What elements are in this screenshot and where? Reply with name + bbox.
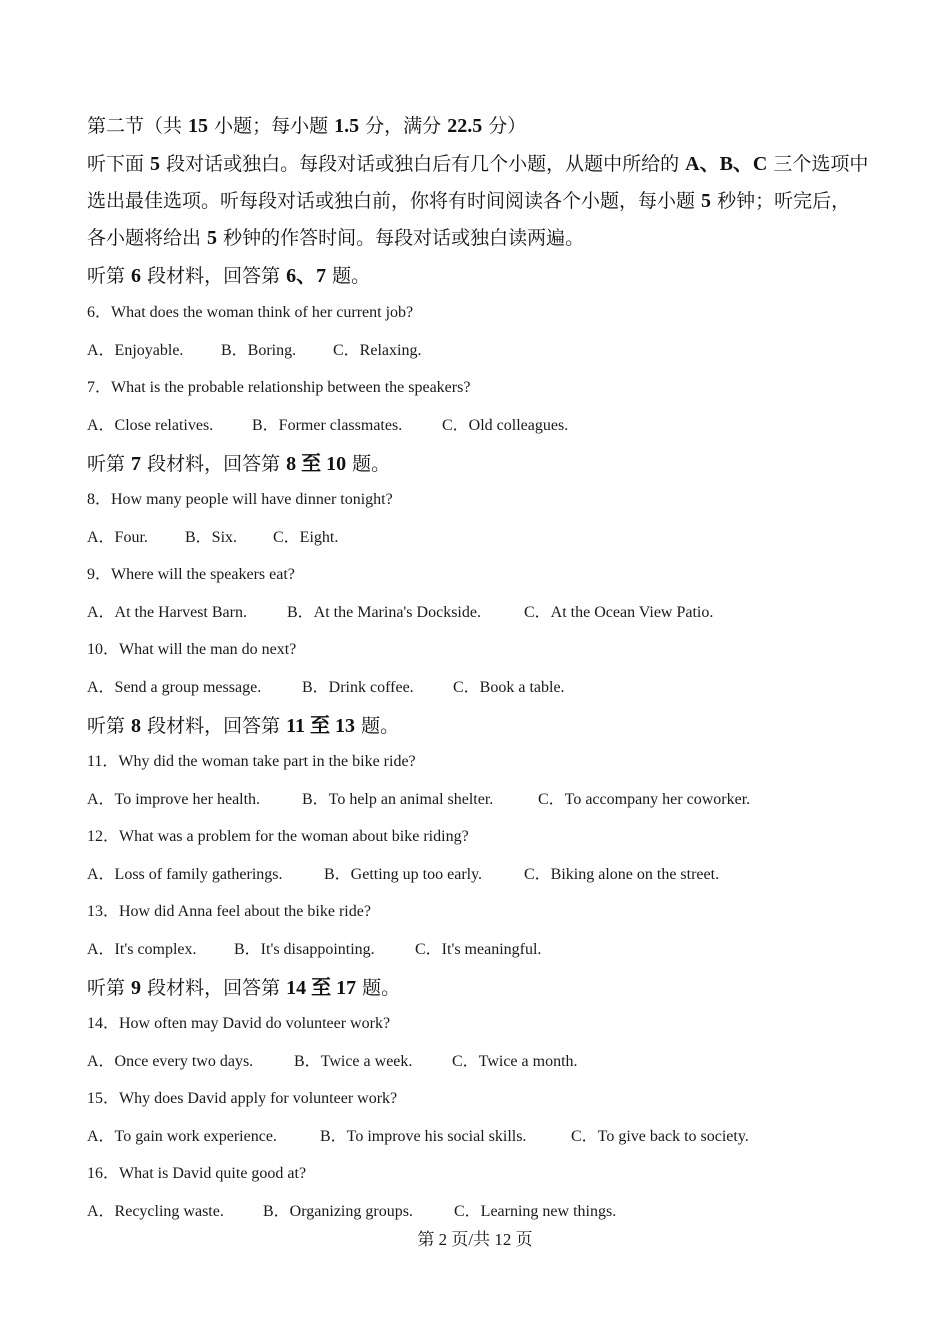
options-13 — [87, 940, 541, 960]
question-7: 7．What is the probable relationship between the speakers? — [87, 379, 471, 396]
group-heading-9: 听第 9 段材料，回答第 14 至 17 题。 — [87, 977, 401, 999]
options-14 — [87, 1052, 578, 1072]
option-6a: A．Enjoyable. — [87, 342, 184, 359]
option-10b: B．Drink coffee. — [302, 679, 414, 696]
option-7a: A．Close relatives. — [87, 417, 214, 434]
options-15 — [87, 1127, 749, 1147]
option-6b: B．Boring. — [221, 342, 297, 359]
instruction-line-1: 听下面 5 段对话或独白。每段对话或独白后有几个小题，从题中所给的 A、B、C 三个选项中 — [87, 153, 869, 175]
option-13c: C．It's meaningful. — [415, 941, 542, 958]
question-16: 16．What is David quite good at? — [87, 1165, 307, 1182]
options-12 — [87, 865, 719, 885]
option-8c: C．Eight. — [273, 529, 339, 546]
option-14b: B．Twice a week. — [294, 1053, 413, 1070]
option-13b: B．It's disappointing. — [234, 941, 375, 958]
option-8b: B．Six. — [185, 529, 238, 546]
group-heading-6: 听第 6 段材料，回答第 6、7 题。 — [87, 265, 371, 287]
option-11a: A．To improve her health. — [87, 791, 261, 808]
question-9: 9．Where will the speakers eat? — [87, 566, 295, 583]
section-title: 第二节（共 15 小题；每小题 1.5 分，满分 22.5 分） — [87, 115, 527, 137]
option-16c: C．Learning new things. — [454, 1203, 617, 1220]
option-7b: B．Former classmates. — [252, 417, 403, 434]
question-13: 13．How did Anna feel about the bike ride? — [87, 903, 371, 920]
option-11b: B．To help an animal shelter. — [302, 791, 494, 808]
option-13a: A．It's complex. — [87, 941, 197, 958]
option-6c: C．Relaxing. — [333, 342, 422, 359]
option-12c: C．Biking alone on the street. — [524, 866, 720, 883]
question-12: 12．What was a problem for the woman about bike riding? — [87, 828, 469, 845]
option-15c: C．To give back to society. — [571, 1128, 749, 1145]
question-14: 14．How often may David do volunteer work? — [87, 1015, 391, 1032]
option-9b: B．At the Marina's Dockside. — [287, 604, 481, 621]
instruction-line-3: 各小题将给出 5 秒钟的作答时间。每段对话或独白读两遍。 — [87, 227, 585, 249]
option-16b: B．Organizing groups. — [263, 1203, 413, 1220]
option-15a: A．To gain work experience. — [87, 1128, 277, 1145]
options-9 — [87, 603, 713, 623]
option-14c: C．Twice a month. — [452, 1053, 578, 1070]
group-heading-8: 听第 8 段材料，回答第 11 至 13 题。 — [87, 715, 400, 737]
question-8: 8．How many people will have dinner tonight? — [87, 491, 393, 508]
option-7c: C．Old colleagues. — [442, 417, 569, 434]
group-heading-7: 听第 7 段材料，回答第 8 至 10 题。 — [87, 453, 391, 475]
option-12a: A．Loss of family gatherings. — [87, 866, 283, 883]
options-11 — [87, 790, 750, 810]
options-16 — [87, 1202, 616, 1222]
options-10 — [87, 678, 565, 698]
option-9a: A．At the Harvest Barn. — [87, 604, 247, 621]
option-15b: B．To improve his social skills. — [320, 1128, 527, 1145]
option-14a: A．Once every two days. — [87, 1053, 254, 1070]
option-12b: B．Getting up too early. — [324, 866, 483, 883]
instruction-line-2: 选出最佳选项。听每段对话或独白前，你将有时间阅读各个小题，每小题 5 秒钟；听完后， — [87, 190, 851, 212]
option-16a: A．Recycling waste. — [87, 1203, 224, 1220]
option-8a: A．Four. — [87, 529, 148, 546]
option-11c: C．To accompany her coworker. — [538, 791, 751, 808]
question-11: 11．Why did the woman take part in the bike ride? — [87, 753, 416, 770]
option-10c: C．Book a table. — [453, 679, 565, 696]
question-15: 15．Why does David apply for volunteer work? — [87, 1090, 398, 1107]
options-7 — [87, 416, 568, 436]
question-10: 10．What will the man do next? — [87, 641, 297, 658]
page-number-footer: 第 2 页/共 12 页 — [417, 1230, 533, 1249]
options-8 — [87, 528, 338, 548]
option-9c: C．At the Ocean View Patio. — [524, 604, 714, 621]
options-6 — [87, 341, 421, 361]
question-6: 6．What does the woman think of her current job? — [87, 304, 414, 321]
option-10a: A．Send a group message. — [87, 679, 262, 696]
